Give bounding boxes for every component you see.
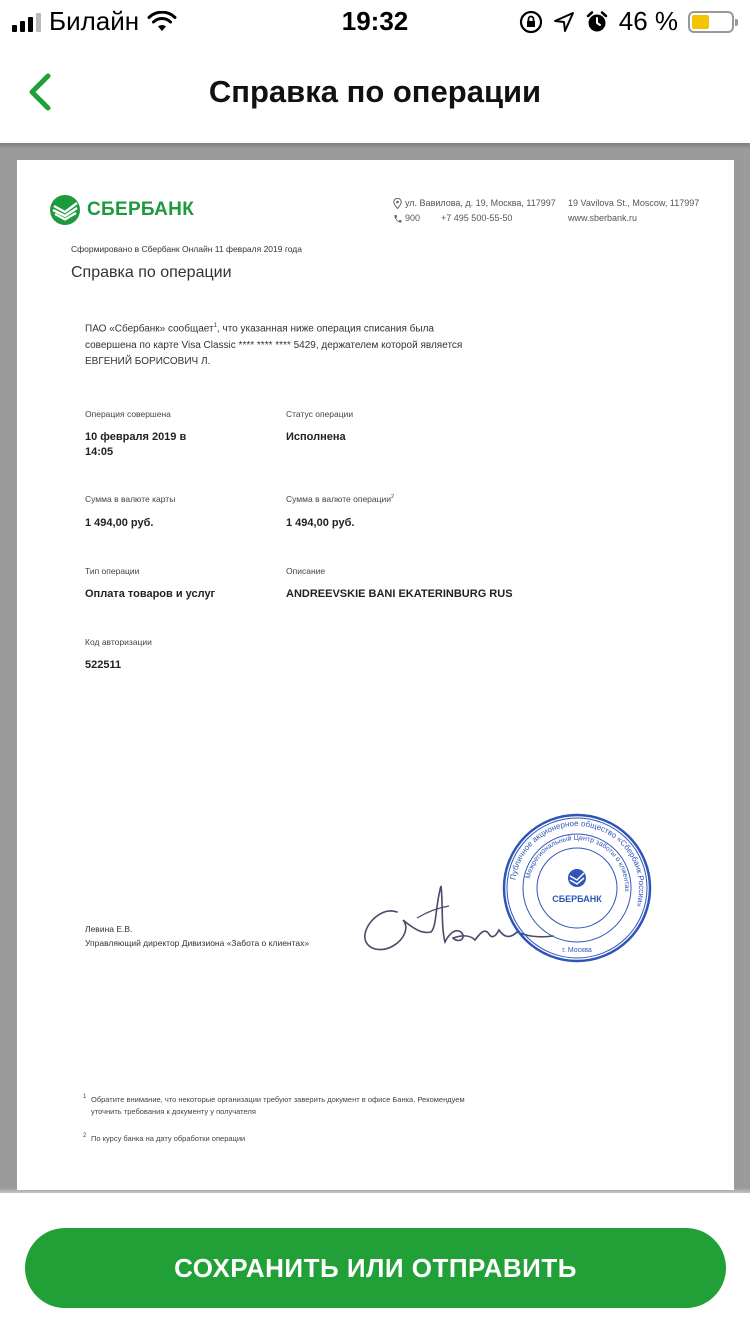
intro-text bbox=[85, 318, 505, 371]
footnote-text: По курсу банка на дату обработки операции bbox=[91, 1134, 246, 1143]
stamp-center-text: СБЕРБАНК bbox=[552, 894, 602, 904]
footnote-ref: 1 bbox=[213, 323, 217, 329]
company-stamp bbox=[501, 812, 653, 964]
status-right bbox=[519, 6, 734, 37]
contacts-en bbox=[568, 196, 699, 226]
op-amount-value: 1 494,00 руб. bbox=[286, 517, 355, 529]
document-title: Справка по операции bbox=[71, 264, 232, 281]
sberbank-logo bbox=[49, 194, 194, 226]
battery-percent: 46 % bbox=[618, 6, 678, 36]
battery-level bbox=[692, 15, 709, 29]
signer-role: Управляющий директор Дивизиона «Забота о клиентах» bbox=[85, 938, 310, 948]
map-pin-icon bbox=[393, 198, 402, 209]
battery-icon bbox=[688, 11, 734, 33]
auth-code-label: Код авторизации bbox=[85, 637, 152, 647]
intro-line: совершена по карте Visa Classic **** **** **** 5429, держателем которой является bbox=[85, 339, 463, 351]
contacts-ru bbox=[393, 196, 556, 226]
operation-date-label: Операция совершена bbox=[85, 409, 171, 419]
operation-date-line: 10 февраля 2019 в bbox=[85, 431, 187, 443]
intro-part: ПАО «Сбербанк» сообщает bbox=[85, 323, 214, 335]
footnote-1 bbox=[83, 1094, 465, 1118]
status-bar bbox=[0, 0, 750, 40]
alarm-icon bbox=[585, 10, 609, 34]
address-ru: ул. Вавилова, д. 19, Москва, 117997 bbox=[405, 198, 556, 208]
operation-type-label: Тип операции bbox=[85, 566, 140, 576]
stamp-inner-text: Межрегиональный Центр заботы о клиентах bbox=[524, 834, 631, 893]
operation-type-value: Оплата товаров и услуг bbox=[85, 588, 216, 600]
footnote-text: Обратите внимание, что некоторые организации требуют заверить документ в офисе Банка. Рекомендуем bbox=[91, 1095, 465, 1104]
navigation-bar bbox=[0, 40, 750, 143]
page-title: Справка по операции bbox=[208, 74, 542, 109]
website: www.sberbank.ru bbox=[568, 213, 638, 223]
save-or-send-button[interactable]: СОХРАНИТЬ ИЛИ ОТПРАВИТЬ bbox=[25, 1228, 726, 1308]
intro-line: ЕВГЕНИЙ БОРИСОВИЧ Л. bbox=[85, 356, 211, 368]
description-value: ANDREEVSKIE BANI EKATERINBURG RUS bbox=[286, 588, 513, 600]
logo-text: СБЕРБАНК bbox=[87, 199, 195, 220]
op-amount-label bbox=[286, 494, 394, 504]
footnote-text: уточнить требования к документу у получателя bbox=[91, 1107, 256, 1116]
rotation-lock-icon bbox=[519, 10, 543, 34]
viewer-shadow bbox=[0, 143, 750, 149]
phone-icon bbox=[393, 214, 402, 224]
address-en: 19 Vavilova St., Moscow, 117997 bbox=[568, 198, 700, 208]
card-amount-value: 1 494,00 руб. bbox=[85, 517, 154, 529]
signer-name: Левина Е.В. bbox=[85, 924, 133, 934]
auth-code-value: 522511 bbox=[85, 659, 122, 671]
phone-short: 900 bbox=[405, 213, 421, 223]
carrier-name: Билайн bbox=[49, 6, 140, 36]
footnote-2 bbox=[83, 1133, 245, 1145]
stamp-outer-text: Публичное акционерное общество «Сбербанк России» bbox=[508, 818, 647, 909]
footnote-ref: 2 bbox=[391, 494, 395, 501]
description-label: Описание bbox=[286, 566, 326, 576]
footnote-mark: 1 bbox=[83, 1094, 87, 1100]
status-value: Исполнена bbox=[286, 431, 346, 443]
operation-date-value bbox=[85, 430, 186, 460]
clock: 19:32 bbox=[341, 6, 409, 36]
stamp-city-text: г. Москва bbox=[562, 947, 592, 954]
status-label: Статус операции bbox=[286, 409, 354, 419]
phone-full: +7 495 500-55-50 bbox=[441, 213, 513, 223]
document-page bbox=[17, 160, 734, 1190]
footnote-mark: 2 bbox=[83, 1133, 87, 1139]
card-amount-label: Сумма в валюте карты bbox=[85, 494, 176, 504]
sberbank-logo-icon bbox=[49, 194, 81, 226]
intro-part: , что указанная ниже операция списания была bbox=[216, 323, 434, 335]
formed-date: Сформировано в Сбербанк Онлайн 11 февраля 2019 года bbox=[71, 244, 302, 254]
bottom-fade bbox=[0, 1188, 750, 1200]
operation-time-line: 14:05 bbox=[85, 446, 114, 458]
location-arrow-icon bbox=[553, 11, 575, 33]
op-amount-label-text: Сумма в валюте операции bbox=[286, 494, 392, 504]
